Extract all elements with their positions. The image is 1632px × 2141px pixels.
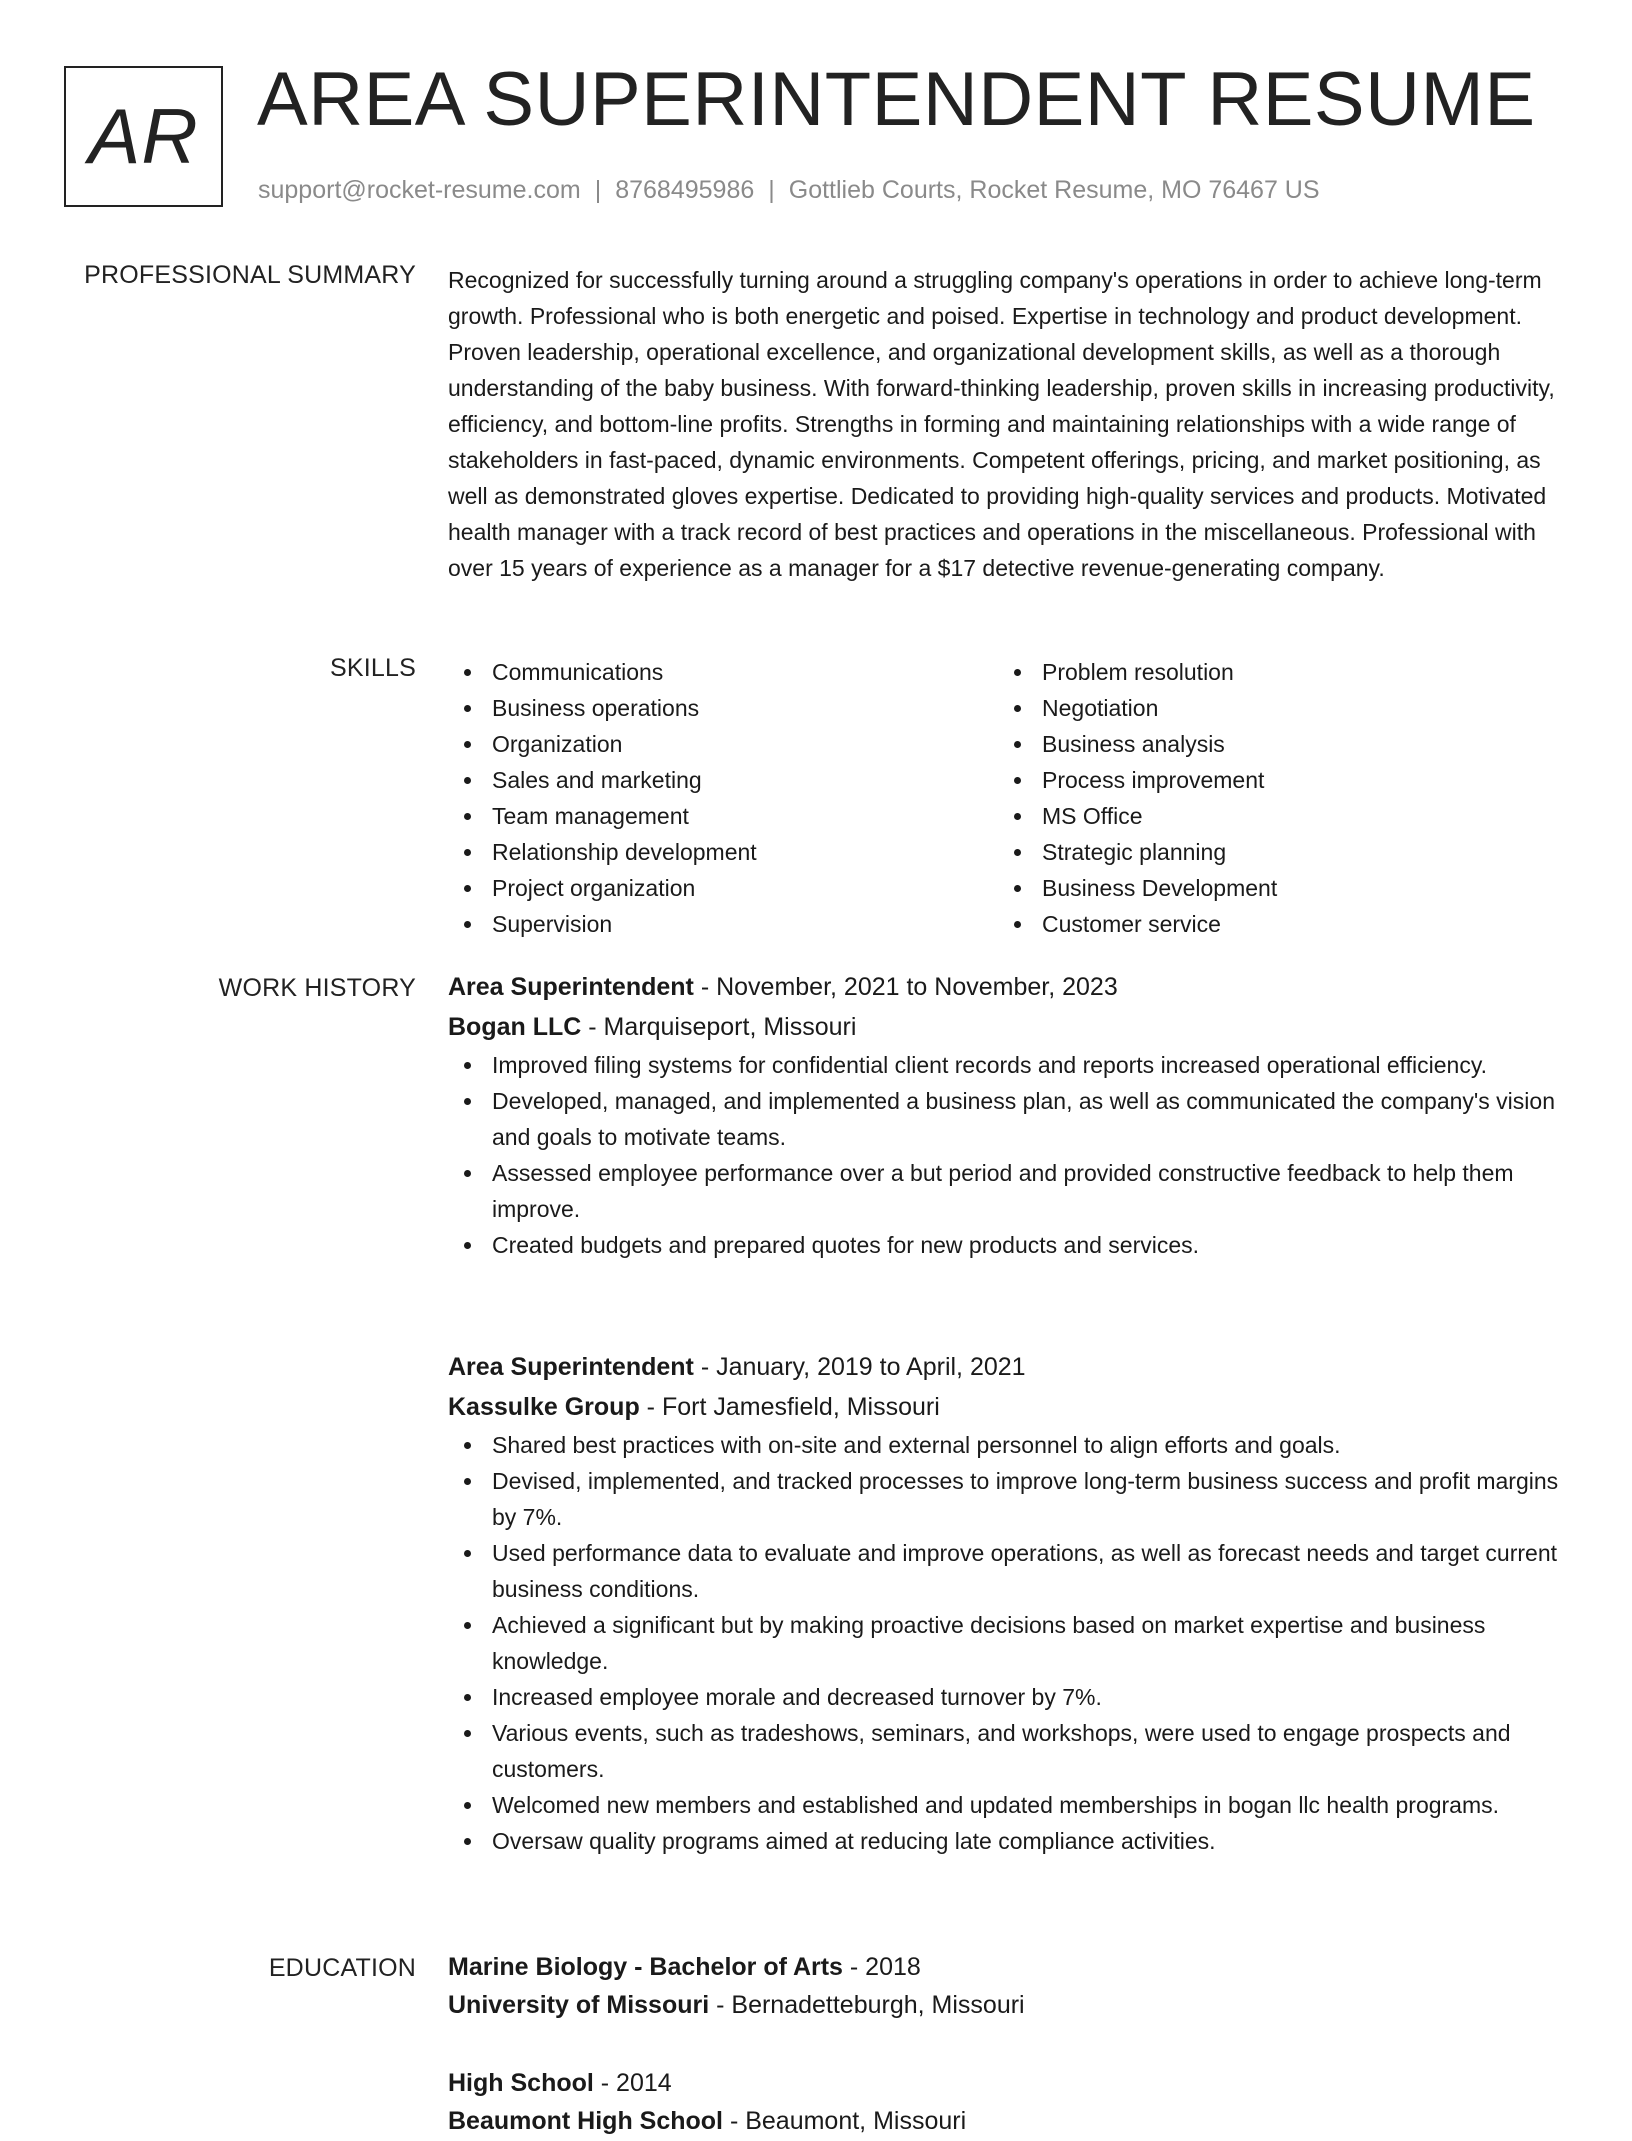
contact-line (258, 176, 1320, 205)
skills-columns (448, 654, 1568, 942)
job-bullet: Various events, such as tradeshows, seminars, and workshops, were used to engage prospects and customers. (448, 1715, 1568, 1787)
education-year: - 2014 (593, 2069, 672, 2097)
job-title: Area Superintendent (448, 1353, 694, 1381)
skill-item: Supervision (448, 906, 998, 942)
job-bullet: Welcomed new members and established and updated memberships in bogan llc health programs. (448, 1787, 1568, 1823)
education-school: Beaumont High School (448, 2107, 723, 2135)
job-bullet: Developed, managed, and implemented a business plan, as well as communicated the company's vision and goals to motivate teams. (448, 1083, 1568, 1155)
section-heading-education: EDUCATION (268, 1954, 416, 1982)
education-school: University of Missouri (448, 1991, 710, 2019)
job-company: Kassulke Group (448, 1393, 640, 1421)
job-entry (448, 967, 1568, 1263)
contact-email[interactable]: support@rocket-resume.com (258, 176, 581, 204)
education-school-line (448, 2101, 1568, 2141)
job-bullet-list (448, 1047, 1568, 1263)
resume-title: AREA SUPERINTENDENT RESUME (257, 57, 1536, 142)
education-school-line (448, 1985, 1568, 2025)
skill-item: Process improvement (998, 762, 1548, 798)
contact-phone[interactable]: 8768495986 (615, 176, 755, 204)
section-heading-work-history: WORK HISTORY (218, 974, 416, 1002)
contact-address: Gottlieb Courts, Rocket Resume, MO 76467 US (788, 176, 1320, 204)
job-bullet: Increased employee morale and decreased turnover by 7%. (448, 1679, 1568, 1715)
summary-text: Recognized for successfully turning around a struggling company's operations in order to achieve long-term growth. Professional who is both energetic and poised. Expertise in technology and product development. Proven leadership, operational excellence, and organizational development skills, as well as a thorough understanding of the baby business. With forward-thinking leadership, proven skills in increasing productivity, efficiency, and bottom-line profits. Strengths in forming and maintaining relationships with a wide range of stakeholders in fast-paced, dynamic environments. Competent offerings, pricing, and market positioning, as well as demonstrated gloves expertise. Dedicated to providing high-quality services and products. Motivated health manager with a track record of best practices and operations in the miscellaneous. Professional with over 15 years of experience as a manager for a $17 detective revenue-generating company. (448, 267, 1555, 581)
skill-item: Problem resolution (998, 654, 1548, 690)
education-location: - Bernadetteburgh, Missouri (709, 1991, 1025, 2019)
job-bullet-list (448, 1427, 1568, 1859)
skill-item: Customer service (998, 906, 1548, 942)
job-bullet: Assessed employee performance over a but period and provided constructive feedback to help them improve. (448, 1155, 1568, 1227)
skill-item: Business Development (998, 870, 1548, 906)
job-entry (448, 1347, 1568, 1859)
contact-separator: | (768, 176, 775, 204)
job-company: Bogan LLC (448, 1013, 582, 1041)
job-bullet: Created budgets and prepared quotes for new products and services. (448, 1227, 1568, 1263)
skill-item: Organization (448, 726, 998, 762)
skill-item: Sales and marketing (448, 762, 998, 798)
education-entry (448, 2063, 1568, 2141)
contact-separator: | (594, 176, 602, 204)
job-dates: - November, 2021 to November, 2023 (693, 973, 1118, 1001)
job-dates: - January, 2019 to April, 2021 (693, 1353, 1026, 1381)
job-title-line (448, 967, 1568, 1007)
education-year: - 2018 (842, 1953, 921, 1981)
education-location: - Beaumont, Missouri (723, 2107, 967, 2135)
job-bullet: Shared best practices with on-site and external personnel to align efforts and goals. (448, 1427, 1568, 1463)
education-degree: Marine Biology - Bachelor of Arts (448, 1953, 843, 1981)
job-location: - Marquiseport, Missouri (581, 1013, 857, 1041)
job-location: - Fort Jamesfield, Missouri (639, 1393, 940, 1421)
skill-item: Communications (448, 654, 998, 690)
job-bullet: Achieved a significant but by making proactive decisions based on market expertise and business knowledge. (448, 1607, 1568, 1679)
job-company-line (448, 1387, 1568, 1427)
skill-item: Business analysis (998, 726, 1548, 762)
skill-item: Relationship development (448, 834, 998, 870)
job-bullet: Oversaw quality programs aimed at reducing late compliance activities. (448, 1823, 1568, 1859)
job-bullet: Used performance data to evaluate and improve operations, as well as forecast needs and target current business conditions. (448, 1535, 1568, 1607)
education-degree: High School (448, 2069, 594, 2097)
job-company-line (448, 1007, 1568, 1047)
monogram-logo: AR (64, 66, 223, 207)
job-title: Area Superintendent (448, 973, 694, 1001)
job-bullet: Devised, implemented, and tracked processes to improve long-term business success and profit margins by 7%. (448, 1463, 1568, 1535)
skill-item: Project organization (448, 870, 998, 906)
skill-item: MS Office (998, 798, 1548, 834)
job-title-line (448, 1347, 1568, 1387)
skill-item: Negotiation (998, 690, 1548, 726)
education-entry (448, 1947, 1568, 2025)
section-heading-summary: PROFESSIONAL SUMMARY (84, 261, 416, 289)
skills-column-left (448, 654, 998, 942)
skill-item: Strategic planning (998, 834, 1548, 870)
job-bullet: Improved filing systems for confidential client records and reports increased operational efficiency. (448, 1047, 1568, 1083)
skill-item: Team management (448, 798, 998, 834)
education-degree-line (448, 1947, 1568, 1987)
section-heading-skills: SKILLS (330, 654, 416, 682)
skill-item: Business operations (448, 690, 998, 726)
education-degree-line (448, 2063, 1568, 2103)
skills-column-right (998, 654, 1548, 942)
